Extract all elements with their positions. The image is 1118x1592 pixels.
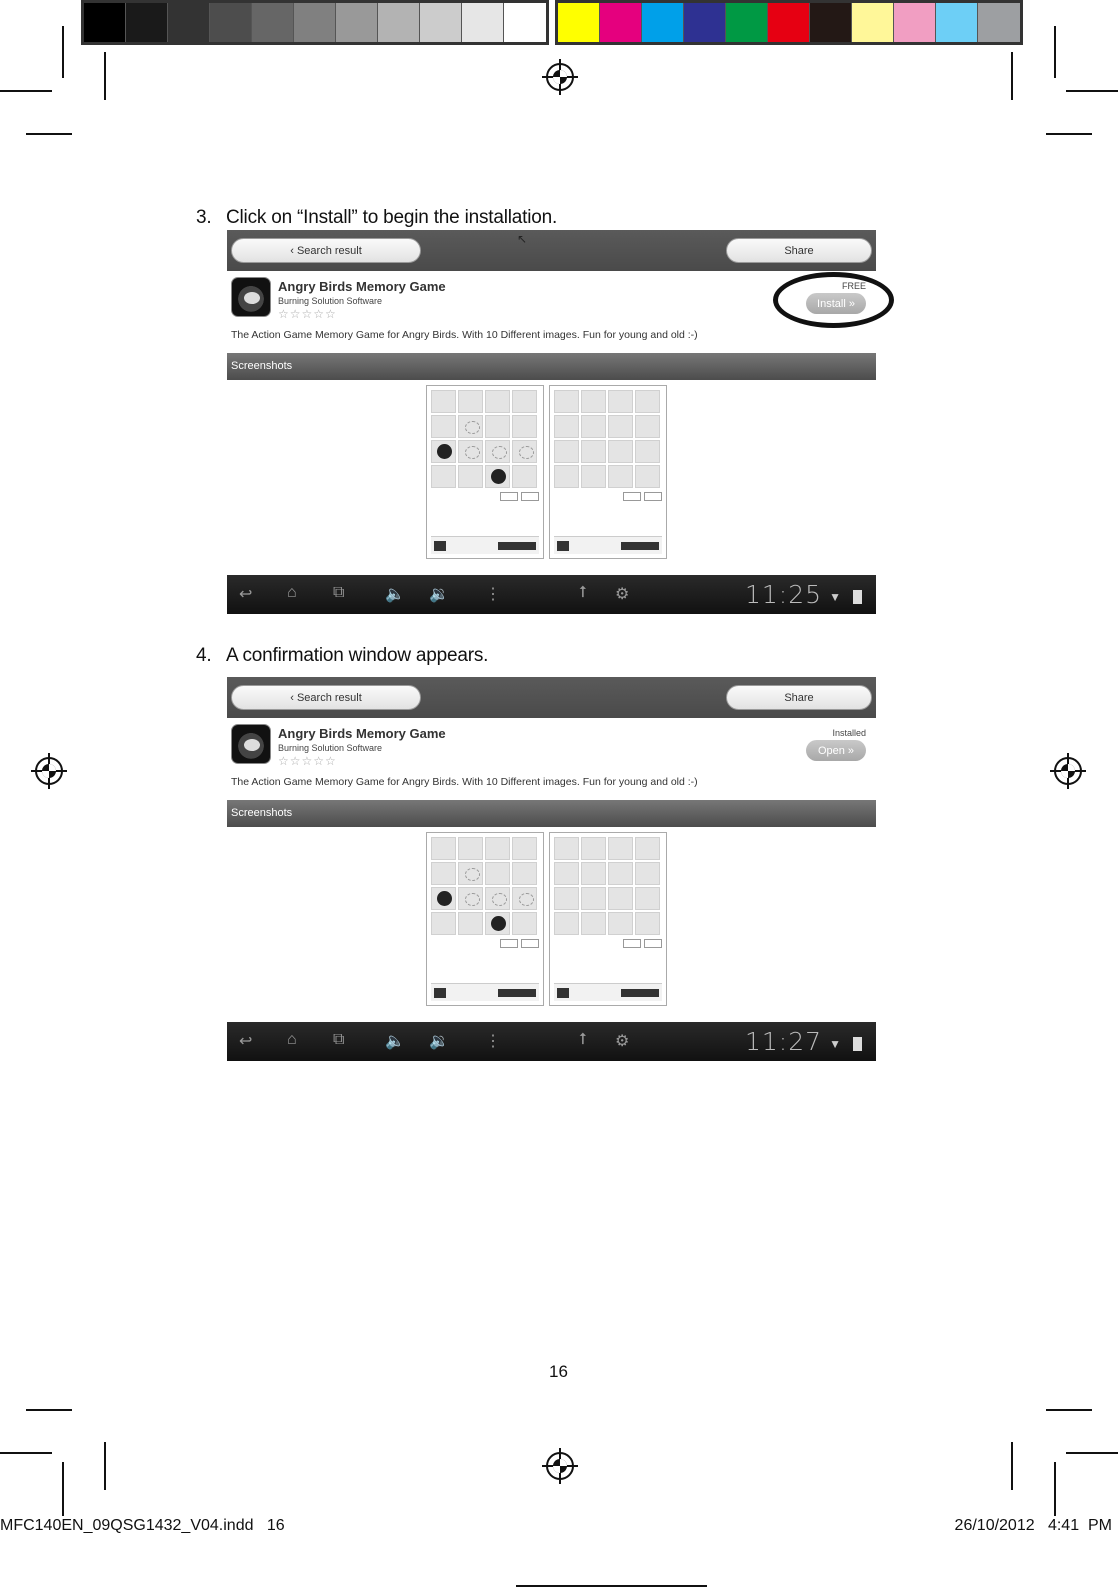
crop-mark (62, 26, 64, 78)
crop-mark (26, 133, 72, 135)
crop-mark (1011, 52, 1013, 100)
registration-mark-icon (542, 59, 578, 95)
share-button[interactable]: Share (726, 238, 872, 263)
color-swatch (936, 3, 978, 42)
step-text: A confirmation window appears. (226, 645, 489, 666)
step-text: Click on “Install” to begin the installation. (226, 207, 558, 228)
back-icon[interactable]: ↩ (239, 586, 253, 603)
battery-icon (853, 1037, 862, 1051)
home-icon[interactable]: ⌂ (287, 584, 297, 601)
crop-mark (26, 1409, 72, 1411)
color-swatch (810, 3, 852, 42)
volume-down-icon[interactable]: 🔈 (385, 586, 405, 603)
crop-mark (1054, 1462, 1056, 1516)
file-slug: MFC140EN_09QSG1432_V04.indd 16 (0, 1517, 285, 1534)
clock: 11:25 (744, 580, 822, 609)
color-swatch (462, 3, 504, 42)
app-info (227, 718, 876, 800)
app-icon (231, 277, 271, 317)
crop-mark (1066, 1452, 1118, 1454)
volume-up-icon[interactable]: 🔉 (429, 586, 449, 603)
color-swatch (126, 3, 168, 42)
color-swatch (420, 3, 462, 42)
date-slug: 26/10/2012 4:41 PM (954, 1517, 1112, 1534)
open-button[interactable]: Open » (806, 740, 866, 761)
install-status-label: Installed (832, 728, 866, 738)
back-icon[interactable]: ↩ (239, 1033, 253, 1050)
crop-mark (1046, 1409, 1092, 1411)
color-swatch (336, 3, 378, 42)
usb-icon: ⭡ (579, 584, 587, 601)
recent-apps-icon[interactable]: ⧉ (333, 1031, 345, 1048)
divider (516, 1585, 707, 1587)
color-swatch (378, 3, 420, 42)
app-icon (231, 724, 271, 764)
mouse-cursor-icon: ↖ (517, 232, 528, 246)
android-debug-icon: ⚙ (615, 1033, 630, 1050)
install-highlight-circle (773, 272, 894, 328)
share-button[interactable]: Share (726, 685, 872, 710)
color-swatch (726, 3, 768, 42)
app-name: Angry Birds Memory Game (278, 279, 446, 294)
screenshots-header: Screenshots (227, 353, 876, 380)
volume-up-icon[interactable]: 🔉 (429, 1033, 449, 1050)
color-swatch (84, 3, 126, 42)
menu-icon[interactable]: ⋮ (485, 586, 501, 603)
step-3-instruction (196, 207, 557, 229)
color-swatch (294, 3, 336, 42)
app-description: The Action Game Memory Game for Angry Birds. With 10 Different images. Fun for young and old :-) (231, 329, 698, 341)
color-swatch (978, 3, 1020, 42)
crop-mark (1066, 90, 1118, 92)
screenshot-gallery (227, 380, 876, 575)
color-swatch (210, 3, 252, 42)
system-navigation-bar (227, 575, 876, 614)
app-screenshot-thumbnail[interactable] (549, 385, 667, 559)
page-number: 16 (549, 1362, 568, 1381)
registration-mark-icon (1050, 753, 1086, 789)
android-debug-icon: ⚙ (615, 586, 630, 603)
developer-name: Burning Solution Software (278, 296, 383, 306)
color-swatch (558, 3, 600, 42)
recent-apps-icon[interactable]: ⧉ (333, 584, 345, 601)
clock: 11:27 (744, 1027, 822, 1056)
color-swatch (642, 3, 684, 42)
back-to-search-button[interactable]: ‹ Search result (231, 238, 421, 263)
screenshot-gallery (227, 827, 876, 1022)
wifi-icon: ▼ (829, 590, 841, 604)
action-bar (227, 677, 876, 718)
price-label: FREE (841, 281, 866, 291)
color-swatch-bar (555, 0, 1023, 45)
action-bar (227, 230, 876, 271)
step-number: 3. (196, 207, 212, 228)
wifi-icon: ▼ (829, 1037, 841, 1051)
app-name: Angry Birds Memory Game (278, 726, 446, 741)
app-screenshot-thumbnail[interactable] (549, 832, 667, 1006)
registration-mark-icon (542, 1448, 578, 1484)
system-navigation-bar (227, 1022, 876, 1061)
battery-icon (853, 590, 862, 604)
crop-mark (1054, 26, 1056, 78)
app-screenshot-thumbnail[interactable] (426, 832, 544, 1006)
color-swatch (504, 3, 546, 42)
developer-name: Burning Solution Software (278, 743, 383, 753)
color-swatch (252, 3, 294, 42)
registration-mark-icon (31, 753, 67, 789)
install-button[interactable]: Install » (806, 293, 866, 314)
color-swatch (852, 3, 894, 42)
color-swatch (168, 3, 210, 42)
volume-down-icon[interactable]: 🔈 (385, 1033, 405, 1050)
crop-mark (0, 90, 52, 92)
screenshots-header: Screenshots (227, 800, 876, 827)
color-swatch (600, 3, 642, 42)
rating-stars: ☆☆☆☆☆ (278, 754, 337, 768)
menu-icon[interactable]: ⋮ (485, 1033, 501, 1050)
color-swatch (894, 3, 936, 42)
crop-mark (104, 52, 106, 100)
rating-stars: ☆☆☆☆☆ (278, 307, 337, 321)
color-swatch (768, 3, 810, 42)
crop-mark (104, 1442, 106, 1490)
app-description: The Action Game Memory Game for Angry Birds. With 10 Different images. Fun for young and old :-) (231, 776, 698, 788)
color-swatch (684, 3, 726, 42)
usb-icon: ⭡ (579, 1031, 587, 1048)
crop-mark (1046, 133, 1092, 135)
crop-mark (0, 1452, 52, 1454)
app-screenshot-thumbnail[interactable] (426, 385, 544, 559)
crop-mark (1011, 1442, 1013, 1490)
crop-mark (62, 1462, 64, 1516)
step-4-instruction (196, 645, 488, 667)
home-icon[interactable]: ⌂ (287, 1031, 297, 1048)
screenshot-installed (227, 677, 876, 1068)
gray-swatch-bar (81, 0, 549, 45)
back-to-search-button[interactable]: ‹ Search result (231, 685, 421, 710)
step-number: 4. (196, 645, 212, 666)
